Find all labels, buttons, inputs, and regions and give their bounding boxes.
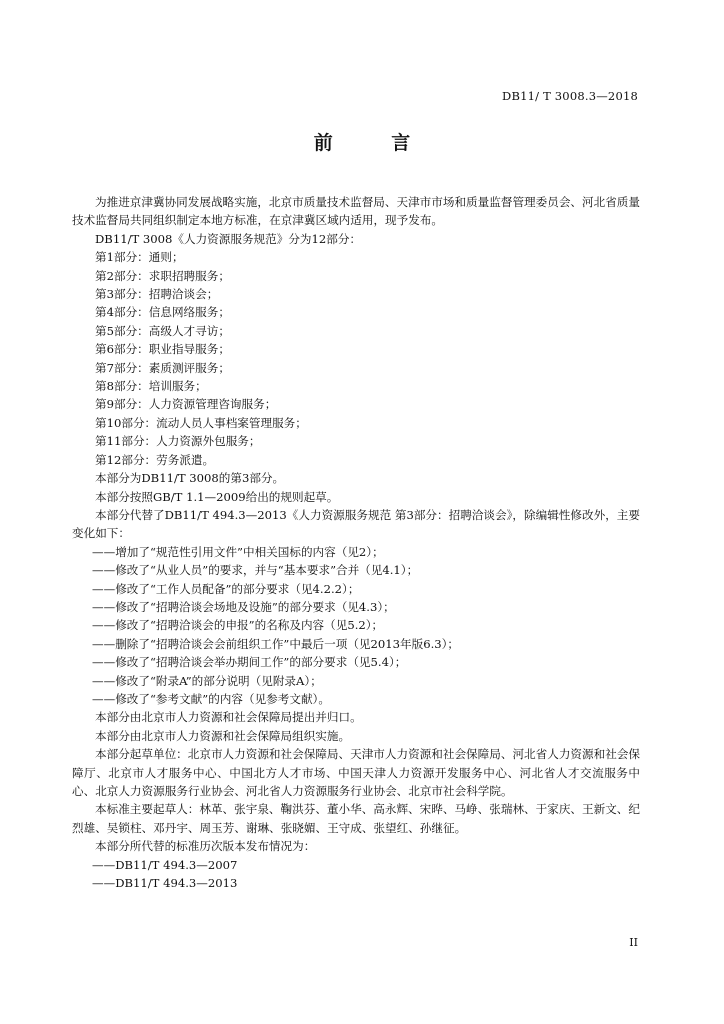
part-item: 第9部分：人力资源管理咨询服务； [95, 397, 277, 412]
part-item: 第7部分：素质测评服务； [95, 360, 230, 375]
part-item: 第12部分：劳务派遣。 [95, 452, 215, 467]
part-item: 第10部分：流动人员人事档案管理服务； [95, 415, 307, 430]
foreword-body [72, 193, 640, 892]
drafting-rule-statement: 本部分按照GB/T 1.1—2009给出的规则起草。 [95, 489, 339, 504]
intro-paragraph: 为推进京津冀协同发展战略实施，北京市质量技术监督局、天津市市场和质量监督管理委员会、河北省质量技术监督局共同组织制定本地方标准，在京津冀区域内适用，现予发布。 [72, 195, 640, 228]
change-item: ——修改了“从业人员”的要求，并与“基本要求”合并（见4.1）； [92, 563, 419, 578]
change-item: ——修改了“附录A”的部分说明（见附录A）； [92, 673, 322, 688]
organized-by-statement: 本部分由北京市人力资源和社会保障局组织实施。 [95, 728, 351, 743]
part-item: 第1部分：通则； [95, 250, 184, 265]
proposed-by-statement: 本部分由北京市人力资源和社会保障局提出并归口。 [95, 710, 362, 725]
change-item: ——修改了“参考文献”的内容（见参考文献）。 [92, 691, 330, 706]
part-item: 第11部分：人力资源外包服务； [95, 434, 261, 449]
document-code: DB11/ T 3008.3—2018 [502, 89, 638, 103]
change-item: ——修改了“招聘洽谈会举办期间工作”的部分要求（见5.4）； [92, 655, 407, 670]
replaces-statement: 本部分代替了DB11/T 494.3—2013《人力资源服务规范 第3部分：招聘洽谈会》，除编辑性修改外，主要变化如下： [72, 507, 640, 541]
change-item: ——修改了“工作人员配备”的部分要求（见4.2.2）； [92, 581, 360, 596]
part-item: 第5部分：高级人才寻访； [95, 323, 230, 338]
history-item: ——DB11/T 494.3—2013 [92, 876, 238, 891]
change-item: ——修改了“招聘洽谈会的申报”的名称及内容（见5.2）； [92, 618, 384, 633]
page-number: II [629, 936, 638, 949]
part-item: 第3部分：招聘洽谈会； [95, 287, 219, 302]
history-intro: 本部分所代替的标准历次版本发布情况为： [95, 839, 316, 854]
this-part-statement: 本部分为DB11/T 3008的第3部分。 [95, 471, 285, 486]
part-item: 第2部分：求职招聘服务； [95, 268, 230, 283]
part-item: 第4部分：信息网络服务； [95, 305, 230, 320]
part-item: 第8部分：培训服务； [95, 379, 207, 394]
part-item: 第6部分：职业指导服务； [95, 342, 230, 357]
drafting-units-statement: 本部分起草单位：北京市人力资源和社会保障局、天津市人力资源和社会保障局、河北省人力资源和社会保障厅、北京市人才服务中心、中国北方人才市场、中国天津人力资源开发服务中心、河北省人才交流服务中心、北京人力资源服务行业协会、河北省人力资源服务行业协会、北京市社会科学院。 [72, 747, 640, 798]
page-title: 前 言 [313, 132, 437, 154]
history-item: ——DB11/T 494.3—2007 [92, 857, 238, 872]
series-intro: DB11/T 3008《人力资源服务规范》分为12部分： [95, 231, 362, 246]
change-item: ——修改了“招聘洽谈会场地及设施”的部分要求（见4.3）； [92, 599, 395, 614]
drafters-statement: 本标准主要起草人：林革、张宇泉、鞠洪芬、董小华、高永辉、宋晔、马峥、张瑞林、于家庆、王新文、纪烈雄、吴锁柱、邓丹宇、周玉芳、谢琳、张晓媚、王守成、张望红、孙继征。 [72, 802, 640, 835]
change-item: ——删除了“招聘洽谈会会前组织工作”中最后一项（见2013年版6.3）； [92, 636, 460, 651]
change-item: ——增加了“规范性引用文件”中相关国标的内容（见2）； [92, 544, 384, 559]
